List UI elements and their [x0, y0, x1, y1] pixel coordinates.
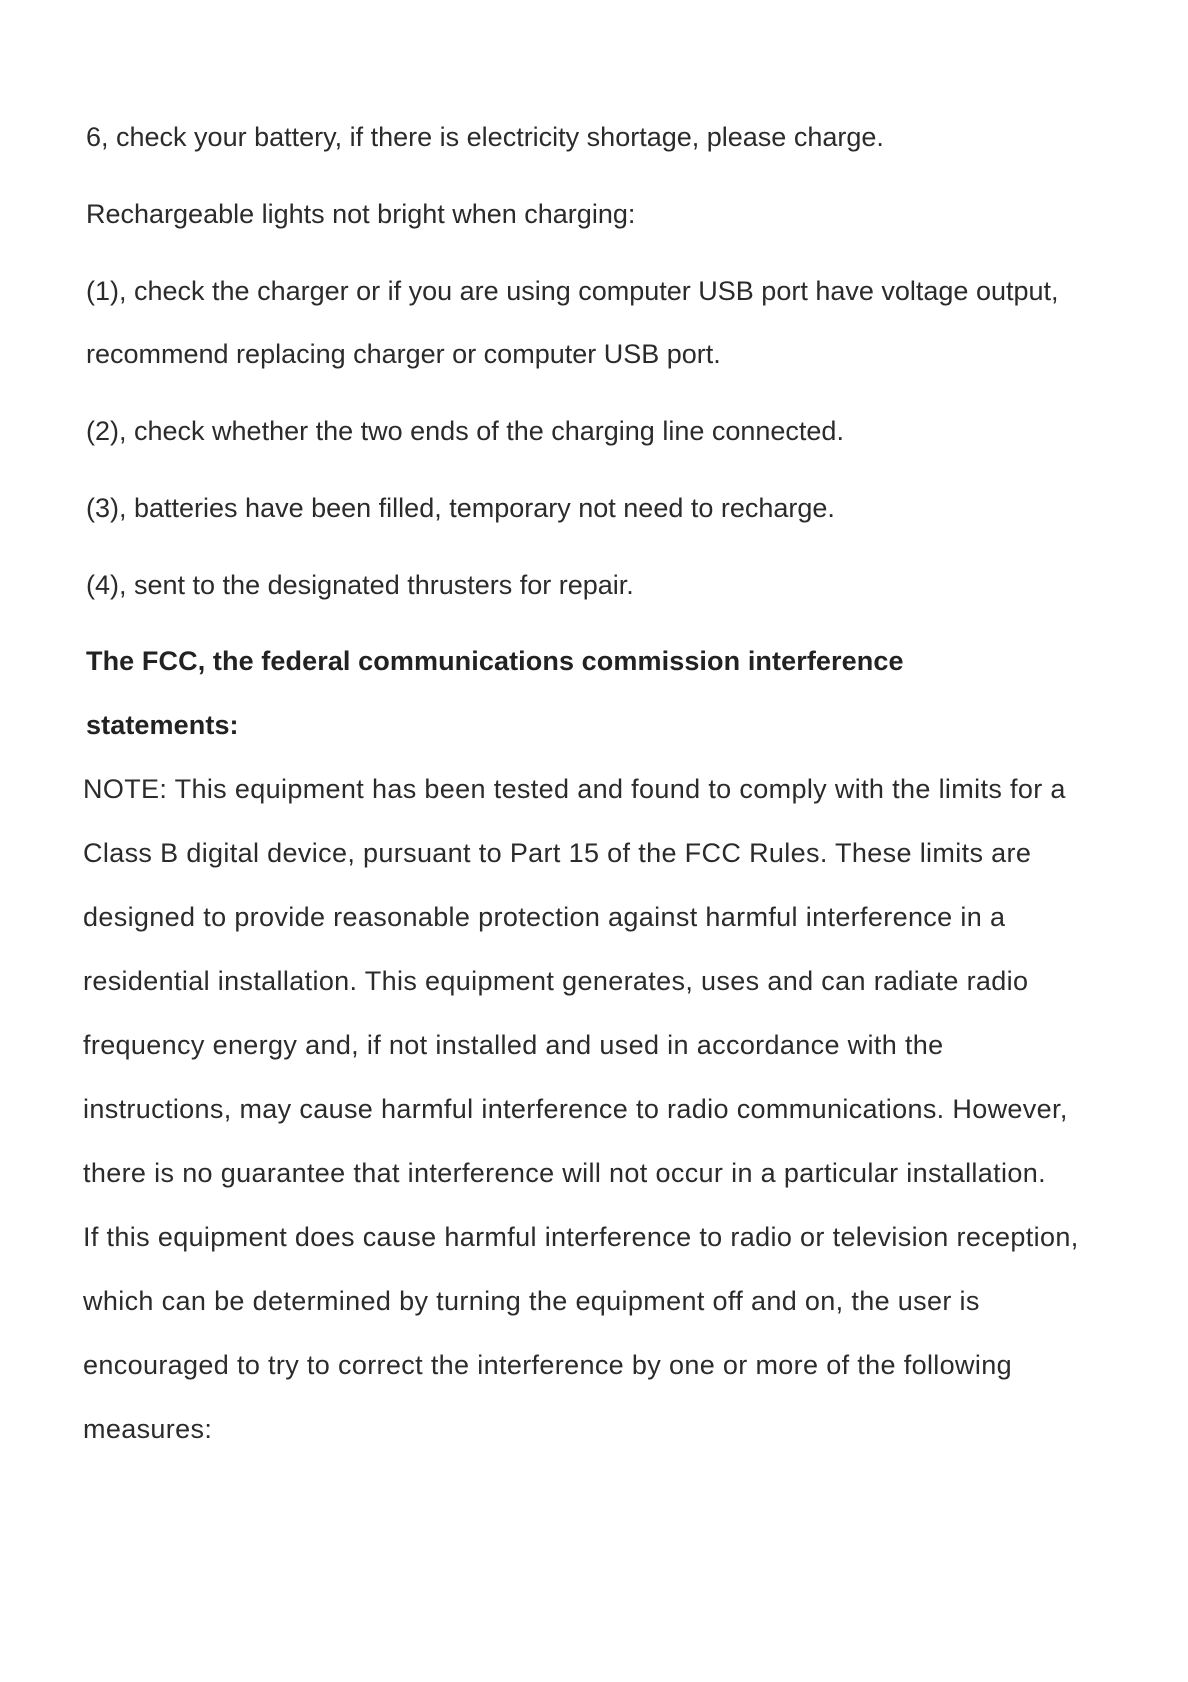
- fcc-note-paragraph: [83, 770, 1126, 1448]
- fcc-note-line: NOTE: This equipment has been tested and found to comply with the limits for a: [83, 774, 1066, 804]
- fcc-note-line: instructions, may cause harmful interference to radio communications. However,: [83, 1094, 1068, 1124]
- fcc-note-line: which can be determined by turning the equipment off and on, the user is: [83, 1286, 980, 1316]
- charging-item-4: (4), sent to the designated thrusters for repair.: [86, 570, 634, 600]
- charging-item-1-line-2: recommend replacing charger or computer USB port.: [86, 339, 721, 369]
- fcc-heading: [86, 642, 1126, 744]
- fcc-note-line: encouraged to try to correct the interference by one or more of the following: [83, 1350, 1012, 1380]
- fcc-note-line: Class B digital device, pursuant to Part 15 of the FCC Rules. These limits are: [83, 838, 1032, 868]
- fcc-heading-line-2: statements:: [86, 710, 239, 740]
- fcc-note-line: residential installation. This equipment generates, uses and can radiate radio: [83, 966, 1029, 996]
- fcc-heading-line-1: The FCC, the federal communications commission interference: [86, 646, 904, 676]
- fcc-note-line: designed to provide reasonable protection against harmful interference in a: [83, 902, 1006, 932]
- troubleshooting-item-6: 6, check your battery, if there is electricity shortage, please charge.: [86, 122, 884, 152]
- fcc-note-line: there is no guarantee that interference will not occur in a particular installation.: [83, 1158, 1046, 1188]
- document-body: [83, 118, 1126, 1448]
- charging-issue-heading: Rechargeable lights not bright when charging:: [86, 199, 636, 229]
- fcc-note-line: measures:: [83, 1414, 213, 1444]
- troubleshooting-section: [86, 118, 1126, 604]
- fcc-note-line: frequency energy and, if not installed and used in accordance with the: [83, 1030, 944, 1060]
- fcc-note-line: If this equipment does cause harmful interference to radio or television reception,: [83, 1222, 1079, 1252]
- charging-item-2: (2), check whether the two ends of the charging line connected.: [86, 416, 844, 446]
- charging-item-1-line-1: (1), check the charger or if you are using computer USB port have voltage output,: [86, 276, 1059, 306]
- charging-item-3: (3), batteries have been filled, temporary not need to recharge.: [86, 493, 835, 523]
